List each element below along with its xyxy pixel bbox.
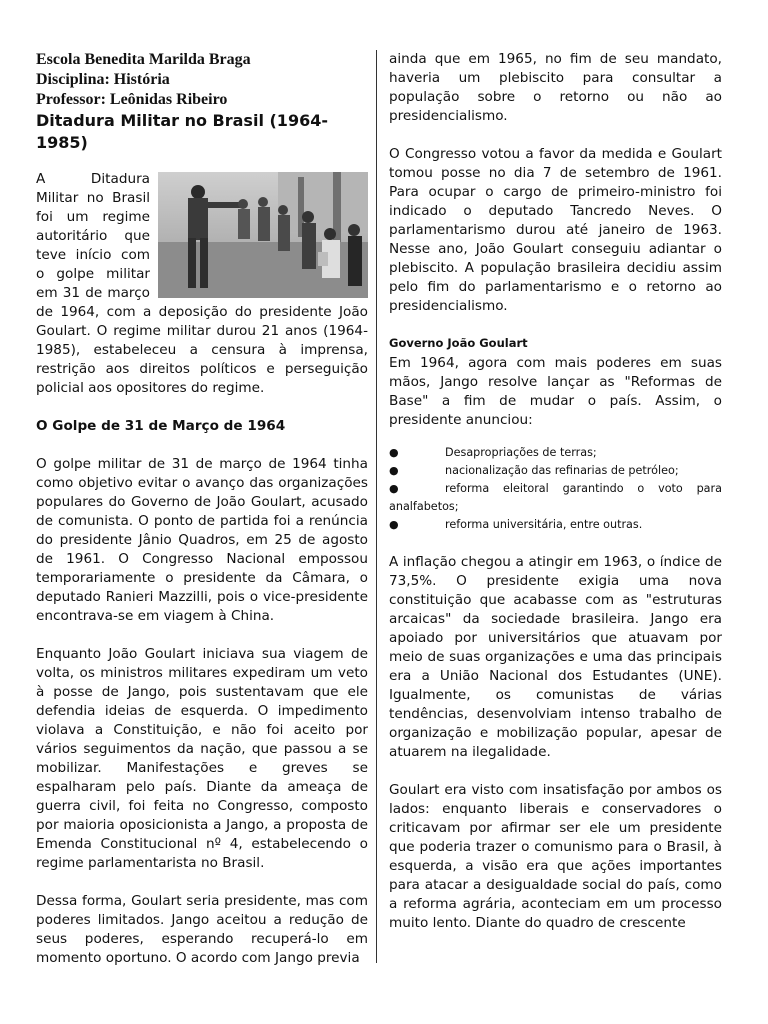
- list-item: [389, 444, 722, 462]
- bullet-icon: ●: [389, 446, 399, 459]
- left-column: [36, 50, 368, 968]
- section-heading-governo: Governo João Goulart: [389, 336, 528, 350]
- document-title: Ditadura Militar no Brasil (1964-1985): [36, 111, 328, 152]
- paragraph: Dessa forma, Goulart seria presidente, mas com poderes limitados. Jango aceitou a redução de seus poderes, esperando recuperá-lo em momento oportuno. O acordo com Jango previa: [36, 893, 368, 966]
- paragraph: O golpe militar de 31 de março de 1964 tinha como objetivo evitar o avanço das organizações populares do Governo de João Goulart, acusado de comunista. O ponto de partida foi a renúncia do presidente Jânio Quadros, em 25 de agosto de 1961. O Congresso Nacional empossou temporariamente o presidente da Câmara, o deputado Ranieri Mazzilli, pois o vice-presidente encontrava-se em viagem à China.: [36, 456, 368, 624]
- section-heading-golpe: O Golpe de 31 de Março de 1964: [36, 418, 286, 434]
- reforms-list: [389, 444, 722, 534]
- list-item: [389, 480, 722, 516]
- right-column: [389, 50, 722, 933]
- bullet-icon: ●: [389, 464, 399, 477]
- bullet-icon: ●: [389, 482, 399, 495]
- school-name: Escola Benedita Marilda Braga: [36, 51, 251, 68]
- paragraph: A inflação chegou a atingir em 1963, o índice de 73,5%. O presidente exigia uma nova constituição que acabasse com as "estruturas arcaicas" da sociedade brasileira. Jango era apoiado por universitários que atuavam por meio de suas organizações e uma das principais era a União Nacional dos Estudantes (UNE). Igualmente, os comunistas de várias tendências, desenvolviam intenso trabalho de organização e mobilização popular, apesar de atuarem na ilegalidade.: [389, 554, 722, 760]
- bullet-icon: ●: [389, 518, 399, 531]
- paragraph: ainda que em 1965, no fim de seu mandato, haveria um plebiscito para consultar a população sobre o retorno ou não ao presidencialismo.: [389, 51, 722, 124]
- list-item-text: nacionalização das refinarias de petróleo;: [445, 464, 679, 477]
- intro-paragraph: A Ditadura Militar no Brasil foi um regime autoritário que teve início com o golpe militar em 31 de março de 1964, com a deposição do presidente João Goulart. O regime militar durou 21 anos (1964-1985), estabeleceu a censura à imprensa, restrição aos direitos políticos e perseguição policial aos opositores do regime.: [36, 171, 368, 396]
- list-item: [389, 516, 722, 534]
- teacher-line: Professor: Leônidas Ribeiro: [36, 91, 228, 108]
- paragraph: Enquanto João Goulart iniciava sua viagem de volta, os ministros militares expediram um veto à posse de Jango, pois sustentavam que ele defendia ideias de esquerda. O impedimento violava a Constituição, e não foi aceito por vários seguimentos da nação, que passou a se mobilizar. Manifestações e greves se espalharam pelo país. Diante da ameaça de guerra civil, foi feita no Congresso, composto por maioria oposicionista a Jango, a proposta de Emenda Constitucional nº 4, estabelecendo o regime parlamentarista no Brasil.: [36, 646, 368, 871]
- list-item-text: reforma eleitoral garantindo o voto para analfabetos;: [389, 482, 722, 513]
- soldiers-photo: [158, 172, 368, 298]
- column-divider: [376, 50, 377, 963]
- list-item-text: Desapropriações de terras;: [445, 446, 597, 459]
- paragraph: O Congresso votou a favor da medida e Goulart tomou posse no dia 7 de setembro de 1961. Para ocupar o cargo de primeiro-ministro foi indicado o deputado Tancredo Neves. O parlamentarismo durou até janeiro de 1963. Nesse ano, João Goulart conseguiu adiantar o plebiscito. A população brasileira decidiu assim pelo fim do parlamentarismo e o retorno ao presidencialismo.: [389, 146, 722, 314]
- discipline-line: Disciplina: História: [36, 71, 170, 88]
- list-item: [389, 462, 722, 480]
- paragraph: Goulart era visto com insatisfação por ambos os lados: enquanto liberais e conservadores o criticavam por afirmar ser ele um presidente que poderia trazer o comunismo para o Brasil, à esquerda, a visão era que ações importantes para atacar a desigualdade social do país, como a reforma agrária, aconteciam em um processo muito lento. Diante do quadro de crescente: [389, 782, 722, 931]
- list-item-text: reforma universitária, entre outras.: [445, 518, 643, 531]
- paragraph: Em 1964, agora com mais poderes em suas mãos, Jango resolve lançar as "Reformas de Base" a fim de mudar o país. Assim, o presidente anunciou:: [389, 355, 722, 428]
